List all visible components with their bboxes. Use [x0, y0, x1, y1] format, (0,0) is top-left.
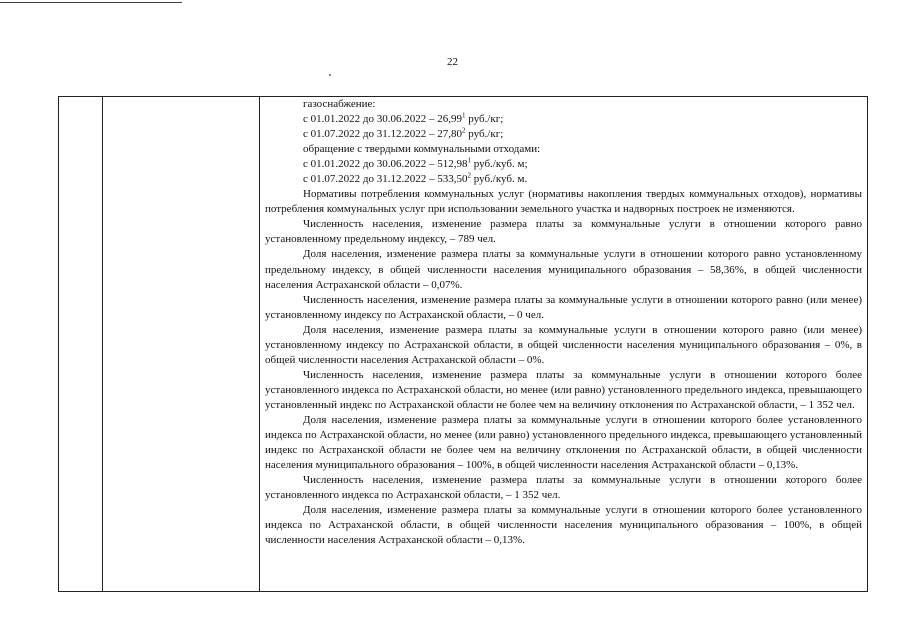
tariff-line: с 01.01.2022 до 30.06.2022 – 26,99$^1$ руб./кг;	[303, 111, 504, 126]
paragraph: Численность населения, изменение размера платы за коммунальные услуги в отношении которого более установленного индекса по Астраханской области, но менее (или равно) установленного предельного индекса, превышающего установленный индекс по Астраханской области не более чем на величину отклонения по Астраханской области, – 1 352 чел.	[265, 368, 862, 411]
tariff-heading-waste: обращение с твердыми коммунальными отходами:	[303, 143, 541, 156]
tariff-heading-gas: газоснабжение:	[303, 98, 376, 110]
paragraph: Доля населения, изменение размера платы за коммунальные услуги в отношении которого более установленного индекса по Астраханской области, в общей численности населения муниципального образования – 100%, в общей численности населения Астраханской области – 0,13%.	[265, 504, 862, 547]
column-separator	[102, 97, 103, 591]
column-separator	[259, 97, 260, 591]
footnote-mark: 1	[461, 111, 466, 120]
paragraph: Численность населения, изменение размера платы за коммунальные услуги в отношении которого более установленного индекса по Астраханской области, – 1 352 чел.	[265, 474, 862, 502]
tariff-line: с 01.07.2022 до 31.12.2022 – 533,50$^2$ руб./куб. м.	[303, 171, 528, 186]
table-text-cell	[265, 97, 862, 548]
footnote-mark: 2	[467, 171, 471, 180]
footnote-mark: 2	[461, 126, 466, 135]
paragraph: Доля населения, изменение размера платы за коммунальные услуги в отношении которого равно установленному предельному индексу, в общей численности населения муниципального образования – 58,36%, в общей численности населения Астраханской области – 0,07%.	[265, 248, 862, 291]
paragraph: Численность населения, изменение размера платы за коммунальные услуги в отношении которого равно (или менее) установленному индексу по Астраханской области, – 0 чел.	[265, 293, 862, 321]
paragraph: Доля населения, изменение размера платы за коммунальные услуги в отношении которого равно (или менее) установленному индексу по Астраханской области, в общей численности населения муниципального образования – 0%, в общей численности населения Астраханской области – 0%.	[265, 323, 862, 366]
document-table	[58, 96, 868, 592]
paragraph: Доля населения, изменение размера платы за коммунальные услуги в отношении которого более установленного индекса по Астраханской области, но менее (или равно) установленного предельного индекса, превышающего установленный индекс по Астраханской области не более чем на величину отклонения по Астраханской области, в общей численности населения муниципального образования – 100%, в общей численности населения Астраханской области – 0,13%.	[265, 413, 862, 472]
page-number: 22	[447, 56, 458, 68]
footnote-mark: 1	[467, 156, 471, 165]
tariff-line: с 01.07.2022 до 31.12.2022 – 27,80$^2$ руб./кг;	[303, 126, 504, 141]
top-rule	[0, 2, 182, 3]
paragraph: Нормативы потребления коммунальных услуг (нормативы накопления твердых коммунальных отходов), нормативы потребления коммунальных услуг при использовании земельного участка и надворных построек не изменяются.	[265, 188, 862, 216]
scan-dot	[329, 74, 331, 76]
tariff-line: с 01.01.2022 до 30.06.2022 – 512,98$^1$ руб./куб. м;	[303, 156, 528, 171]
paragraph: Численность населения, изменение размера платы за коммунальные услуги в отношении которого равно установленному предельному индексу, – 789 чел.	[265, 218, 862, 246]
